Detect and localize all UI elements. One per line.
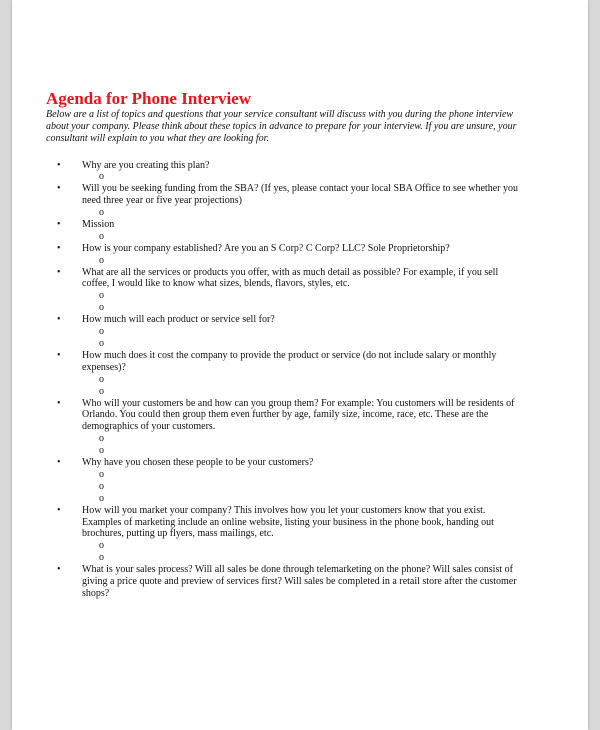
answer-placeholders	[82, 540, 526, 564]
question-text: How much will each product or service sell for?	[82, 314, 275, 326]
sub-bullet-marker: o	[99, 373, 104, 385]
sub-bullet-marker: o	[99, 302, 104, 314]
bullet-icon: •	[57, 456, 61, 468]
sub-bullet-marker: o	[99, 337, 104, 349]
question-text: Why are you creating this plan?	[82, 159, 210, 171]
question-text: Who will your customers be and how can you group them? For example: You customers will be residents of Orlando. You could then group them even further by age, family size, income, race, etc. These are the demographics of your customers.	[82, 397, 515, 433]
sub-bullet-marker: o	[99, 480, 104, 492]
answer-placeholders	[82, 469, 526, 505]
bullet-icon: •	[57, 159, 61, 171]
sub-bullet-marker: o	[99, 290, 104, 302]
sub-bullet-marker: o	[99, 552, 104, 564]
question-item	[46, 243, 526, 267]
bullet-icon: •	[57, 564, 61, 576]
bullet-icon: •	[57, 314, 61, 326]
answer-placeholders	[82, 326, 526, 350]
question-text: What are all the services or products you offer, with as much detail as possible? For example, if you sell coffee, I would like to know what sizes, blends, flavors, styles, etc.	[82, 266, 499, 290]
bullet-icon: •	[57, 349, 61, 361]
bullet-icon: •	[57, 504, 61, 516]
sub-bullet-marker: o	[99, 444, 104, 456]
answer-placeholders	[82, 433, 526, 457]
question-item	[46, 219, 526, 243]
answer-placeholders	[82, 171, 526, 183]
answer-placeholders	[82, 374, 526, 398]
document-content	[46, 89, 526, 600]
answer-placeholders	[82, 231, 526, 243]
question-text: Mission	[82, 219, 115, 230]
question-item	[46, 457, 526, 505]
bullet-icon: •	[57, 242, 61, 254]
document-page	[12, 0, 588, 730]
question-item	[46, 314, 526, 350]
sub-bullet-marker: o	[99, 432, 104, 444]
question-item	[46, 398, 526, 457]
sub-bullet-marker: o	[99, 207, 104, 218]
question-list	[46, 160, 526, 600]
question-text: What is your sales process? Will all sales be done through telemarketing on the phone? Will sales consist of giving a price quote and preview of services first? Will sales be completed in a retail store after the customer shops?	[82, 564, 517, 599]
question-item	[46, 505, 526, 564]
answer-placeholders	[82, 290, 526, 314]
answer-placeholders	[82, 255, 526, 267]
question-text: How is your company established? Are you an S Corp? C Corp? LLC? Sole Proprietorship?	[82, 242, 450, 254]
bullet-icon: •	[57, 219, 61, 230]
sub-bullet-marker: o	[99, 492, 104, 504]
sub-bullet-marker: o	[99, 385, 104, 397]
question-text: Will you be seeking funding from the SBA? (If yes, please contact your local SBA Office to see whether you need three year or five year projections)	[82, 183, 518, 207]
question-item	[46, 564, 526, 599]
question-item	[46, 350, 526, 398]
bullet-icon: •	[57, 183, 61, 195]
page-title: Agenda for Phone Interview	[46, 89, 252, 108]
answer-placeholders	[82, 207, 526, 219]
sub-bullet-marker: o	[99, 230, 104, 242]
question-item	[46, 183, 526, 219]
sub-bullet-marker: o	[99, 540, 104, 552]
question-item	[46, 267, 526, 315]
question-text: How will you market your company? This involves how you let your customers know that you exist. Examples of marketing include an online website, listing your business in the phone book, handing out brochures, putting up flyers, mass mailings, etc.	[82, 504, 494, 540]
sub-bullet-marker: o	[99, 171, 104, 183]
question-item	[46, 160, 526, 184]
bullet-icon: •	[57, 266, 61, 278]
question-text: How much does it cost the company to provide the product or service (do not include salary or monthly expenses)?	[82, 349, 497, 373]
intro-paragraph: Below are a list of topics and questions that your service consultant will discuss with you during the phone interview about your company. Please think about these topics in advance to prepare for your interview. If you are unsure, your consultant will explain to you what they are looking for.	[46, 109, 517, 145]
question-text: Why have you chosen these people to be your customers?	[82, 456, 314, 468]
sub-bullet-marker: o	[99, 325, 104, 337]
bullet-icon: •	[57, 397, 61, 409]
sub-bullet-marker: o	[99, 254, 104, 266]
sub-bullet-marker: o	[99, 468, 104, 480]
